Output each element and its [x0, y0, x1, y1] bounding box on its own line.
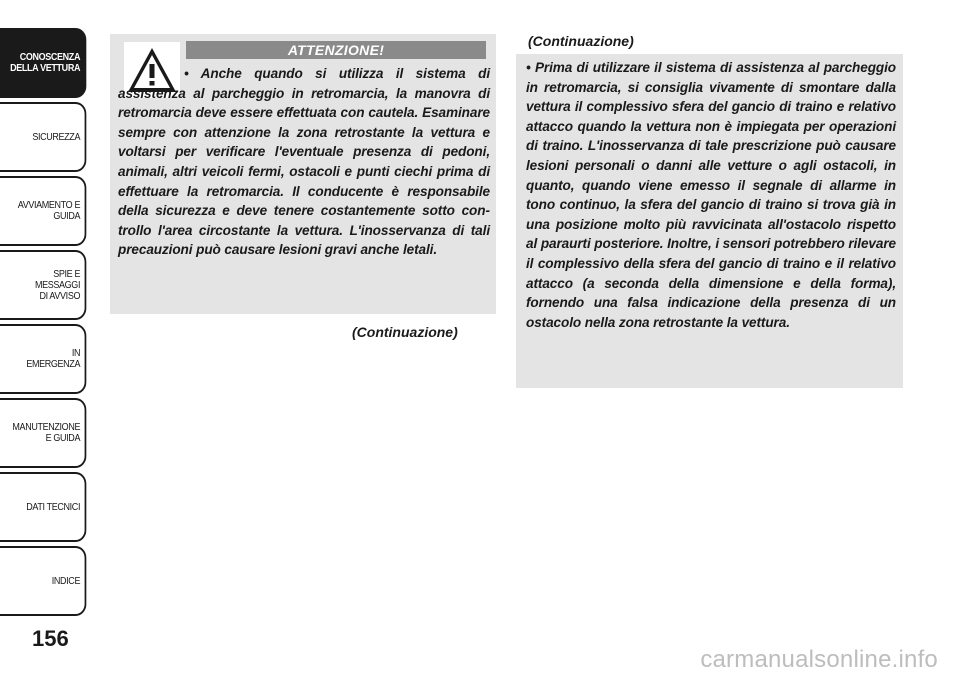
tab-sicurezza[interactable]: SICUREZZA	[0, 102, 86, 172]
tab-indice[interactable]: INDICE	[0, 546, 86, 616]
tab-conoscenza-della-vettura[interactable]: CONOSCENZA DELLA VETTURA	[0, 28, 86, 98]
continued-warning-box	[516, 54, 903, 388]
continuation-heading: (Continuazione)	[528, 33, 634, 49]
tab-dati-tecnici[interactable]: DATI TECNICI	[0, 472, 86, 542]
continued-warning-text: • Prima di utilizzare il sistema di assistenza al parcheggio in retromarcia, si consiglia vivamente di smontare dalla vettura il complessivo sfera del gancio di traino e relativo attacco quando la vettura non è impiegata per operazioni di traino. L'inosservanza di tale prescrizione può causare lesioni personali o danni alle vetture o agli ostacoli, in quanto, quando viene emesso il segnale di allarme in tono continuo, la sfera del gancio di traino si trova già in una posizione molto più ravvicinata all'ostacolo rispetto al paraurti posteriore. Inoltre, i sensori potrebbero rilevare il complessivo della sfera del gancio di traino e il relativo attacco (a seconda della dimensione e della forma), fornendo una falsa indicazione della presenza di un ostacolo nella zona retrostante la vettura.	[526, 60, 897, 330]
watermark: carmanualsonline.info	[700, 646, 938, 673]
page-number: 156	[32, 626, 69, 651]
warning-header: ATTENZIONE!	[186, 41, 486, 59]
tab-spie-e-messaggi[interactable]: SPIE E MESSAGGI DI AVVISO	[0, 250, 86, 320]
continuation-note: (Continuazione)	[352, 324, 458, 340]
tab-in-emergenza[interactable]: IN EMERGENZA	[0, 324, 86, 394]
tab-manutenzione-e-guida[interactable]: MANUTENZIONE E GUIDA	[0, 398, 86, 468]
tab-avviamento-e-guida[interactable]: AVVIAMENTO E GUIDA	[0, 176, 86, 246]
warning-box	[110, 34, 496, 314]
warning-text: • Anche quando si utilizza il sistema di assistenza al parcheggio in retromarcia, la manovra di retromarcia deve essere effettuata con cautela. Esaminare sempre con attenzione la zona retrostante la vettura e voltarsi per verificare l'eventuale presenza di pedoni, animali, altri veicoli fermi, ostacoli e punti ciechi prima di effettuare la retromarcia. Il conducente è responsabile della sicurezza e deve tenere costantemente sotto controllo l'area circostante la vettura. L'inosservanza di tali precauzioni può causare lesioni gravi anche letali.	[118, 66, 490, 258]
